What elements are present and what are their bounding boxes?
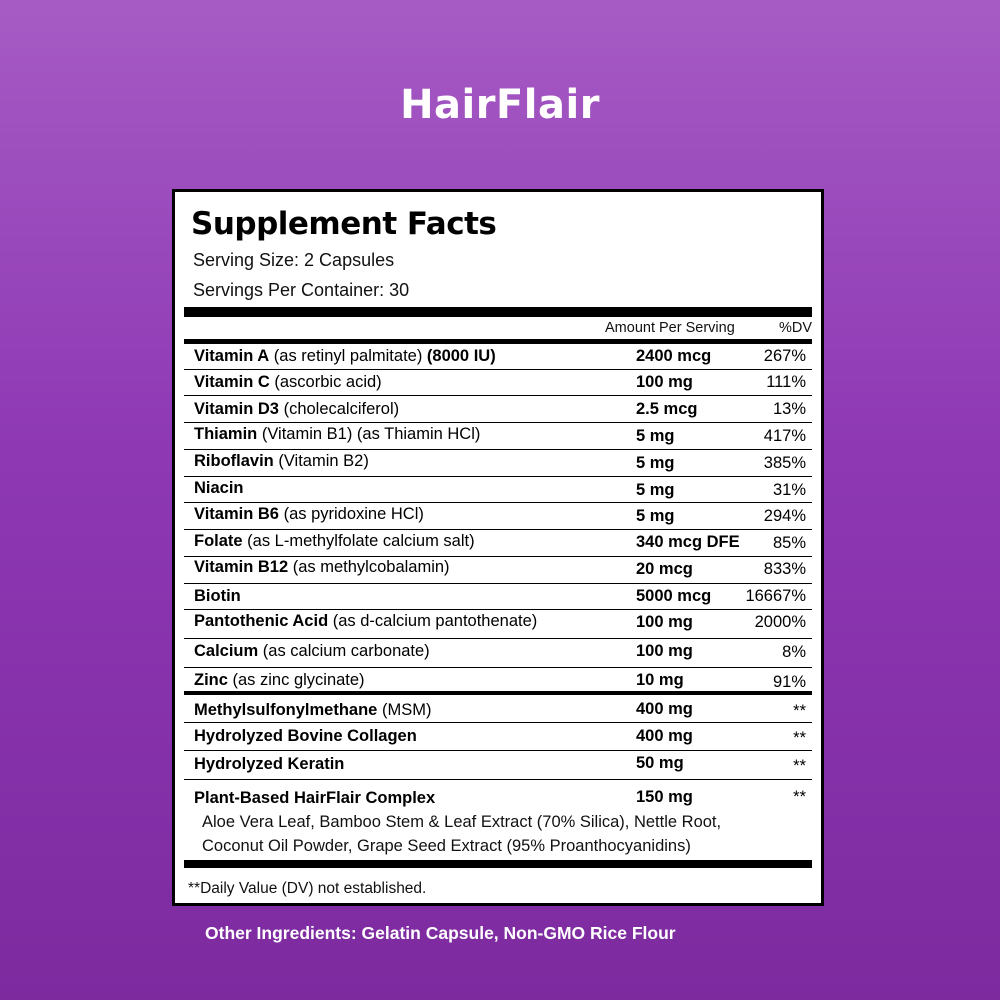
ingredient-row-msm — [184, 695, 812, 722]
nutrient-name: Zinc (as zinc glycinate) — [194, 671, 365, 689]
ingredient-amount: 150 mg — [636, 788, 693, 806]
ingredient-dv: ** — [793, 757, 806, 775]
nutrient-name: Thiamin (Vitamin B1) (as Thiamin HCl) — [194, 425, 481, 443]
other-ingredients: Other Ingredients: Gelatin Capsule, Non-GMO Rice Flour — [205, 923, 676, 943]
nutrient-amount: 2400 mcg — [636, 347, 712, 365]
nutrient-row-calcium — [184, 638, 812, 668]
nutrient-row-vitamin-b12 — [184, 556, 812, 584]
nutrient-amount: 5 mg — [636, 454, 675, 472]
nutrient-amount: 5000 mcg — [636, 587, 712, 605]
nutrient-row-vitamin-d3 — [184, 395, 812, 423]
serving-size: Serving Size: 2 Capsules — [193, 250, 395, 270]
nutrient-amount: 2.5 mcg — [636, 400, 698, 418]
supplement-facts-panel — [172, 189, 824, 906]
panel-title: Supplement Facts — [191, 206, 497, 242]
ingredient-amount: 400 mg — [636, 727, 693, 745]
nutrient-name: Riboflavin (Vitamin B2) — [194, 452, 369, 470]
nutrient-row-folate — [184, 529, 812, 557]
nutrient-dv: 16667% — [745, 587, 806, 605]
ingredient-dv: ** — [793, 702, 806, 720]
nutrient-row-thiamin — [184, 422, 812, 450]
nutrient-row-biotin — [184, 583, 812, 610]
nutrient-dv: 8% — [782, 643, 806, 661]
nutrient-row-pantothenic-acid — [184, 609, 812, 639]
ingredient-name: Hydrolyzed Bovine Collagen — [194, 727, 417, 745]
nutrient-dv: 2000% — [754, 613, 806, 631]
nutrient-amount: 340 mcg DFE — [636, 533, 740, 551]
nutrient-dv: 85% — [772, 534, 806, 552]
nutrient-dv: 111% — [766, 373, 806, 391]
column-header-amount: Amount Per Serving — [605, 320, 735, 336]
nutrient-name: Vitamin B6 (as pyridoxine HCl) — [194, 505, 424, 523]
nutrient-name: Pantothenic Acid (as d-calcium pantothenate) — [194, 612, 538, 630]
nutrient-amount: 20 mcg — [636, 560, 693, 578]
nutrient-name: Calcium (as calcium carbonate) — [194, 642, 430, 660]
nutrient-amount: 5 mg — [636, 481, 675, 499]
nutrient-row-riboflavin — [184, 449, 812, 477]
complex-blend-line-2: Coconut Oil Powder, Grape Seed Extract (95% Proanthocyanidins) — [202, 837, 691, 855]
nutrient-row-vitamin-b6 — [184, 502, 812, 530]
nutrient-row-vitamin-a — [184, 343, 812, 370]
nutrient-name: Vitamin A (as retinyl palmitate) (8000 IU) — [194, 347, 496, 365]
ingredient-name: Hydrolyzed Keratin — [194, 755, 345, 773]
nutrient-row-niacin — [184, 476, 812, 503]
nutrient-name: Vitamin B12 (as methylcobalamin) — [194, 558, 450, 576]
ingredient-amount: 50 mg — [636, 754, 684, 772]
ingredient-dv: ** — [793, 729, 806, 747]
nutrient-row-vitamin-c — [184, 369, 812, 395]
complex-blend-line-1: Aloe Vera Leaf, Bamboo Stem & Leaf Extract (70% Silica), Nettle Root, — [202, 813, 722, 831]
ingredient-name: Methylsulfonylmethane (MSM) — [194, 701, 432, 719]
nutrient-dv: 294% — [763, 507, 806, 525]
nutrient-name: Vitamin C (ascorbic acid) — [194, 373, 382, 391]
nutrient-amount: 5 mg — [636, 427, 675, 445]
nutrient-amount: 100 mg — [636, 373, 693, 391]
ingredient-row-collagen — [184, 722, 812, 751]
ingredient-amount: 400 mg — [636, 700, 693, 718]
nutrient-name: Niacin — [194, 479, 244, 497]
nutrient-dv: 833% — [763, 560, 806, 578]
nutrient-dv: 13% — [772, 400, 806, 418]
brand-title: HairFlair — [400, 82, 600, 128]
servings-per-container: Servings Per Container: 30 — [193, 280, 410, 300]
nutrient-dv: 417% — [763, 427, 806, 445]
nutrient-amount: 100 mg — [636, 613, 693, 631]
nutrient-amount: 100 mg — [636, 642, 693, 660]
nutrient-name: Biotin — [194, 587, 241, 605]
nutrient-dv: 385% — [763, 454, 806, 472]
nutrient-row-zinc — [184, 667, 812, 692]
nutrient-amount: 5 mg — [636, 507, 675, 525]
column-header-dv: %DV — [779, 320, 813, 336]
divider-thick-top — [184, 307, 812, 317]
ingredient-row-keratin — [184, 750, 812, 780]
nutrient-amount: 10 mg — [636, 671, 684, 689]
nutrient-dv: 267% — [763, 347, 806, 365]
ingredient-dv: ** — [793, 788, 806, 806]
dv-footnote: **Daily Value (DV) not established. — [188, 880, 427, 897]
nutrient-dv: 91% — [772, 673, 806, 691]
divider-thick-bottom — [184, 860, 812, 868]
nutrient-dv: 31% — [772, 481, 806, 499]
ingredient-name: Plant-Based HairFlair Complex — [194, 789, 436, 807]
nutrient-name: Folate (as L-methylfolate calcium salt) — [194, 532, 475, 550]
nutrient-name: Vitamin D3 (cholecalciferol) — [194, 400, 400, 418]
